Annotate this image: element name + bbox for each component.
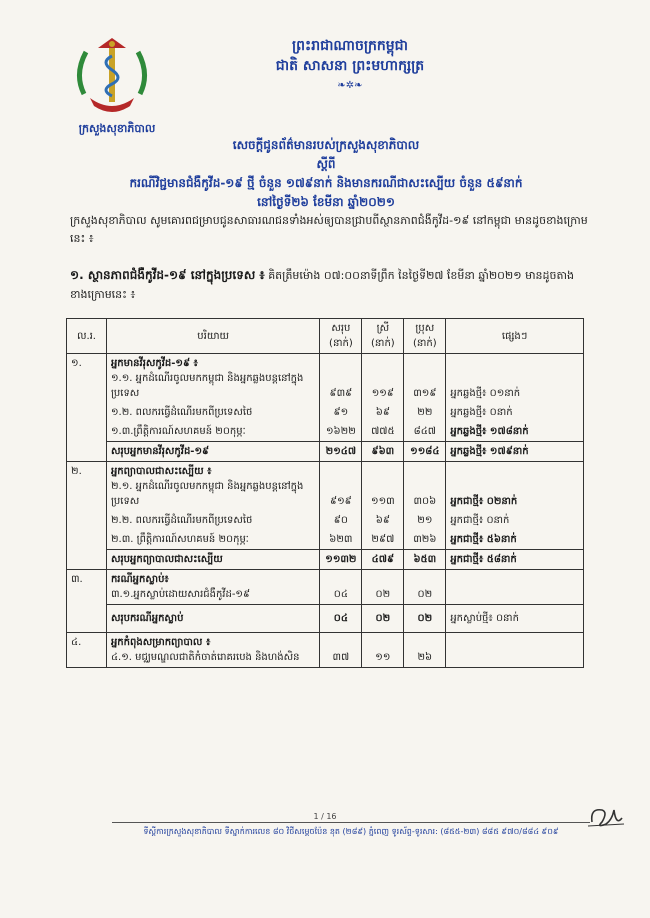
section-number: ៤. xyxy=(67,633,107,668)
cell-other: អ្នកឆ្លងថ្មី៖ ១៧៨នាក់ xyxy=(446,422,584,442)
footer-address: ទីស្តីការក្រសួងសុខាភិបាល ទីស្នាក់ការលេខ ៨០ វិថីសម្តេចប៉ែន នុត (២៨៩) ភ្នំពេញ ទូរស័ព្ទ-ទូរសារ: (៨៥៥-២៣) ៨៨៥ ៩៧០/៨៨៤ ៩០៩ xyxy=(143,827,559,836)
kingdom-line-2: ជាតិ សាសនា ព្រះមហាក្សត្រ xyxy=(275,58,425,74)
cell-male: ១១៨៤ xyxy=(404,442,446,462)
cell-other: អ្នកឆ្លងថ្មី៖ ០នាក់ xyxy=(446,403,584,422)
statistics-table xyxy=(66,318,584,668)
header-desc: បរិយាយ xyxy=(106,319,319,354)
table-row xyxy=(67,403,584,422)
section-title: អ្នកមានវីរុសកូវីដ-១៩ ៖ xyxy=(110,358,198,369)
row-desc: ១.២. ពលករធ្វើដំណើរមកពីប្រទេសថៃ xyxy=(106,403,319,422)
section-title: ករណីអ្នកស្លាប់៖ xyxy=(110,574,169,585)
row-desc: ១.១. អ្នកដំណើរចូលមកកម្ពុជា និងអ្នកឆ្លងបន្តនៅក្នុងប្រទេស xyxy=(110,373,304,399)
cell-other: អ្នកជាថ្មី៖ ៥៦នាក់ xyxy=(446,530,584,550)
header-ornament: ❧✲❧ xyxy=(337,80,363,91)
cell-male: ៨៤៧ xyxy=(404,422,446,442)
table-row-summary xyxy=(67,442,584,462)
cell-total: ៩០ xyxy=(320,511,362,530)
row-desc: ១.៣.ព្រឹត្តិការណ៍សហគមន៍ ២០កុម្ភៈ xyxy=(106,422,319,442)
row-desc: ៤.១. មជ្ឈមណ្ឌលជាតិកំចាត់រោគរបេង និងហង់សិន xyxy=(110,652,300,663)
value: ០២ xyxy=(375,589,391,600)
cell-total xyxy=(320,462,362,512)
kingdom-line-1: ព្រះរាជាណាចក្រកម្ពុជា xyxy=(291,38,408,54)
title-line-3: ករណីវិជ្ជមានជំងឺកូវីដ-១៩ ថ្មី ចំនួន ១៧៩នាក់ និងមានករណីជាសះស្បើយ ចំនួន ៥៩នាក់ xyxy=(129,176,523,190)
cell-female: ៦៩ xyxy=(362,403,404,422)
table-cell-desc xyxy=(106,633,319,668)
value: ០៤ xyxy=(333,589,348,600)
value: ២៦ xyxy=(417,652,433,663)
cell-total: ១១៣២ xyxy=(320,550,362,570)
value: ១១ xyxy=(375,652,391,663)
cell-male xyxy=(404,570,446,605)
cell-other xyxy=(446,570,584,605)
row-desc: ២.៣. ព្រឹត្តិការណ៍សហគមន៍ ២០កុម្ភៈ xyxy=(106,530,319,550)
cell-total xyxy=(320,633,362,668)
section-number: ៣. xyxy=(67,570,107,633)
header-total-label: សរុប xyxy=(331,323,351,334)
cell-total: ១៦២២ xyxy=(320,422,362,442)
intro-paragraph: ក្រសួងសុខាភិបាល សូមគោរពជម្រាបជូនសាធារណជនទាំងអស់ឲ្យបានជ្រាបពីស្ថានភាពជំងឺកូវីដ-១៩ នៅកម្ពុជា មានដូចខាងក្រោមនេះ ៖ xyxy=(70,214,588,245)
table-header-row xyxy=(67,319,584,354)
header-female xyxy=(362,319,404,354)
table-row xyxy=(67,530,584,550)
header-female-unit: (នាក់) xyxy=(371,338,395,349)
cell-total xyxy=(320,354,362,404)
cell-male xyxy=(404,354,446,404)
table-row xyxy=(67,511,584,530)
footer-divider xyxy=(112,822,590,823)
cell-female: ៧៧៥ xyxy=(362,422,404,442)
cell-other: អ្នកជាថ្មី៖ ០២នាក់ xyxy=(446,462,584,512)
row-desc: សរុបករណីអ្នកស្លាប់ xyxy=(106,605,319,633)
page-number: 1 / 16 xyxy=(313,812,337,821)
cell-male: ៦៥៣ xyxy=(404,550,446,570)
value: ១១៩ xyxy=(371,388,394,399)
value: ៩៣៩ xyxy=(329,388,353,399)
value: ១១៣ xyxy=(371,496,395,507)
header-total-unit: (នាក់) xyxy=(329,338,353,349)
table-cell-desc xyxy=(106,570,319,605)
table-row xyxy=(67,354,584,404)
value: ៣៧ xyxy=(332,652,350,663)
cell-female: ៩៦៣ xyxy=(362,442,404,462)
cell-male xyxy=(404,633,446,668)
table-row xyxy=(67,422,584,442)
section-title: អ្នកព្យាបាលជាសះស្បើយ ៖ xyxy=(110,466,212,477)
cell-male: ០២ xyxy=(404,605,446,633)
cell-female: ២៩៧ xyxy=(362,530,404,550)
cell-female xyxy=(362,570,404,605)
cell-female xyxy=(362,462,404,512)
table-row xyxy=(67,570,584,605)
table-row xyxy=(67,462,584,512)
table-row xyxy=(67,633,584,668)
cell-other: អ្នកស្លាប់ថ្មី៖ ០នាក់ xyxy=(446,605,584,633)
kingdom-header xyxy=(250,36,450,76)
cell-total: ២១៤៧ xyxy=(320,442,362,462)
header-male-label: ប្រុស xyxy=(415,323,435,334)
cell-other: អ្នកជាថ្មី៖ ០នាក់ xyxy=(446,511,584,530)
row-desc: សរុបអ្នកមានវីរុសកូវីដ-១៩ xyxy=(106,442,319,462)
cell-male: ៣២៦ xyxy=(404,530,446,550)
section-1 xyxy=(70,266,588,304)
ministry-label: ក្រសួងសុខាភិបាល xyxy=(78,122,156,135)
table-row-summary xyxy=(67,605,584,633)
cell-other: អ្នកឆ្លងថ្មី៖ ០១នាក់ xyxy=(446,354,584,404)
cell-female xyxy=(362,354,404,404)
cell-male: ២២ xyxy=(404,403,446,422)
cell-other: អ្នកឆ្លងថ្មី៖ ១៧៩នាក់ xyxy=(446,442,584,462)
cell-female: ០២ xyxy=(362,605,404,633)
cell-male: ២១ xyxy=(404,511,446,530)
title-line-1: សេចក្តីជូនព័ត៌មានរបស់ក្រសួងសុខាភិបាល xyxy=(232,138,420,152)
cell-total: ៩១ xyxy=(320,403,362,422)
row-desc: សរុបអ្នកព្យាបាលជាសះស្បើយ xyxy=(106,550,319,570)
title-line-2: ស្តីពី xyxy=(316,157,336,171)
cell-female xyxy=(362,633,404,668)
cell-total xyxy=(320,570,362,605)
section-1-text: គិតត្រឹមម៉ោង ០៧:០០នាទីព្រឹក នៃថ្ងៃទី២៧ ខែមីនា ឆ្នាំ២០២១ មានដូចតាងខាងក្រោមនេះ ៖ xyxy=(70,269,574,301)
table-cell-desc xyxy=(106,354,319,404)
section-number: ២. xyxy=(67,462,107,570)
cell-total: ៦២៣ xyxy=(320,530,362,550)
initials-signature-icon xyxy=(586,800,626,834)
header-male xyxy=(404,319,446,354)
ministry-emblem-icon xyxy=(72,34,152,120)
value: ០២ xyxy=(417,589,433,600)
row-desc: ២.១. អ្នកដំណើរចូលមកកម្ពុជា និងអ្នកឆ្លងបន្តនៅក្នុងប្រទេស xyxy=(110,481,304,507)
row-desc: ២.២. ពលករធ្វើដំណើរមកពីប្រទេសថៃ xyxy=(106,511,319,530)
value: ៩១៩ xyxy=(330,496,352,507)
header-other: ផ្សេងៗ xyxy=(446,319,584,354)
section-title: អ្នកកំពុងសម្រាកព្យាបាល ៖ xyxy=(110,637,211,648)
header-total xyxy=(320,319,362,354)
table-row-summary xyxy=(67,550,584,570)
header-no: ល.រ. xyxy=(67,319,107,354)
value: ៣១៩ xyxy=(413,388,437,399)
document-title xyxy=(88,136,564,212)
cell-female: ៤៧៩ xyxy=(362,550,404,570)
header-female-label: ស្រី xyxy=(376,323,390,334)
cell-male xyxy=(404,462,446,512)
row-desc: ៣.១.អ្នកស្លាប់ដោយសារជំងឺកូវីដ-១៩ xyxy=(110,589,251,600)
value: ៣០៦ xyxy=(413,496,437,507)
cell-other: អ្នកជាថ្មី៖ ៥៨នាក់ xyxy=(446,550,584,570)
cell-total: ០៤ xyxy=(320,605,362,633)
section-1-heading: ១. ស្ថានភាពជំងឺកូវីដ-១៩ នៅក្នុងប្រទេស ៖ xyxy=(70,268,265,282)
cell-female: ៦៩ xyxy=(362,511,404,530)
header-male-unit: (នាក់) xyxy=(412,338,437,349)
table-cell-desc xyxy=(106,462,319,512)
title-line-4: នៅថ្ងៃទី២៦ ខែមីនា ឆ្នាំ២០២១ xyxy=(257,195,395,209)
cell-other xyxy=(446,633,584,668)
section-number: ១. xyxy=(67,354,107,462)
